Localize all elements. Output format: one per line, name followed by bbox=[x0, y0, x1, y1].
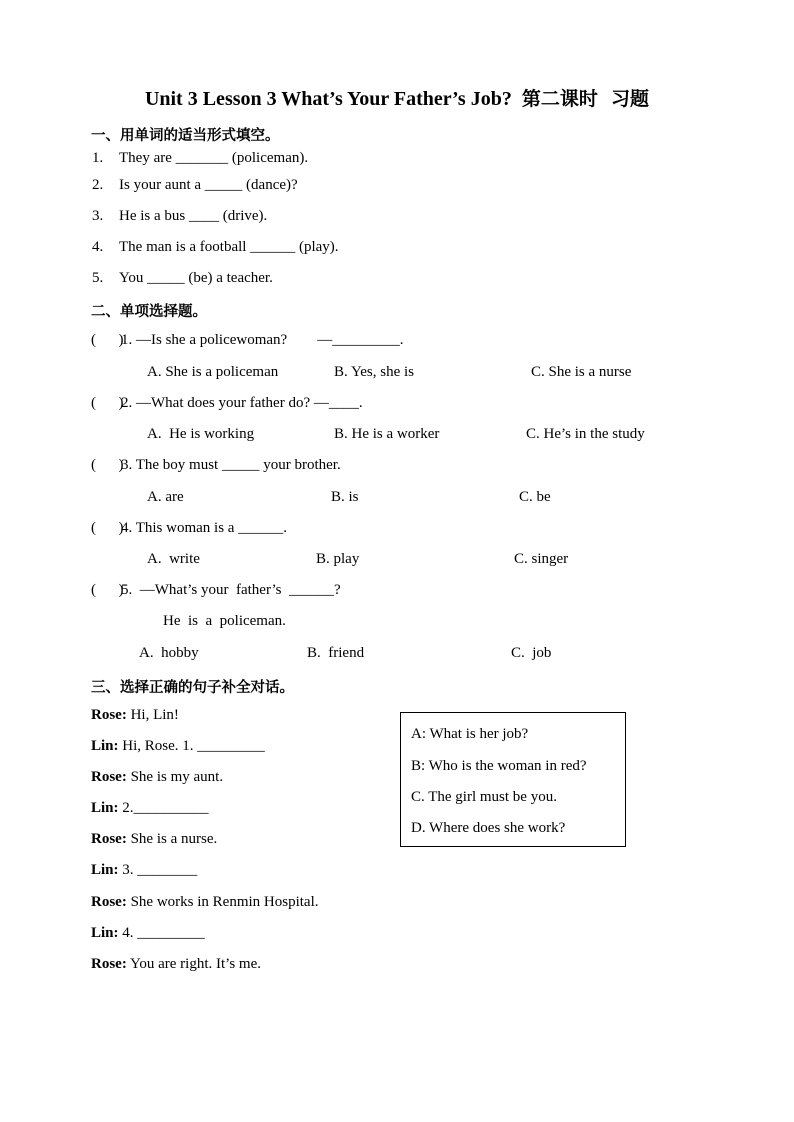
box-option-a: A: What is her job? bbox=[411, 726, 529, 742]
section3-heading: 三、选择正确的句子补全对话。 bbox=[91, 680, 294, 696]
dialogue-line bbox=[91, 956, 261, 973]
dialogue-text: She works in Renmin Hospital. bbox=[126, 894, 319, 910]
item-text: Is your aunt a _____ (dance)? bbox=[119, 177, 298, 193]
item-number: 5. bbox=[92, 270, 104, 286]
dialogue-text: 4. _________ bbox=[118, 925, 205, 941]
section1-heading: 一、用单词的适当形式填空。 bbox=[91, 128, 280, 144]
speaker-name: Rose: bbox=[91, 769, 127, 785]
item-number: 2. bbox=[92, 177, 104, 193]
title-chinese: 第二课时 习题 bbox=[521, 88, 650, 110]
option-a: A. She is a policeman bbox=[147, 364, 279, 380]
item-text: They are _______ (policeman). bbox=[119, 150, 309, 166]
dialogue-line bbox=[91, 738, 265, 755]
question-text: 4. This woman is a ______. bbox=[121, 520, 287, 536]
page-title bbox=[0, 84, 794, 111]
item-number: 3. bbox=[92, 208, 104, 224]
options-box bbox=[400, 712, 626, 847]
speaker-name: Lin: bbox=[91, 925, 119, 941]
option-c: C. singer bbox=[514, 551, 569, 567]
dialogue-text: Hi, Rose. 1. _________ bbox=[118, 738, 265, 754]
speaker-name: Lin: bbox=[91, 862, 119, 878]
option-a: A. write bbox=[147, 551, 200, 567]
item-number: 4. bbox=[92, 239, 104, 255]
dialogue-line bbox=[91, 707, 179, 724]
question-text: 2. —What does your father do? —____. bbox=[121, 395, 363, 411]
question-text: 3. The boy must _____ your brother. bbox=[121, 457, 341, 473]
question-response: He is a policeman. bbox=[163, 613, 286, 629]
option-b: B. He is a worker bbox=[334, 426, 440, 442]
option-b: B. is bbox=[331, 489, 359, 505]
answer-blank: ( ) bbox=[91, 332, 124, 348]
dialogue-text: Hi, Lin! bbox=[126, 707, 179, 723]
box-option-b: B: Who is the woman in red? bbox=[411, 758, 587, 774]
dialogue-text: She is a nurse. bbox=[126, 831, 218, 847]
option-a: A. are bbox=[147, 489, 184, 505]
dialogue-text: 2.__________ bbox=[118, 800, 209, 816]
speaker-name: Lin: bbox=[91, 738, 119, 754]
speaker-name: Rose: bbox=[91, 831, 127, 847]
question-text: 1. —Is she a policewoman? —_________. bbox=[121, 332, 404, 348]
option-a: A. He is working bbox=[147, 426, 255, 442]
answer-blank: ( ) bbox=[91, 520, 124, 536]
option-c: C. be bbox=[519, 489, 551, 505]
dialogue-text: She is my aunt. bbox=[126, 769, 224, 785]
item-text: You _____ (be) a teacher. bbox=[119, 270, 273, 286]
item-text: He is a bus ____ (drive). bbox=[119, 208, 268, 224]
dialogue-line bbox=[91, 925, 205, 942]
dialogue-line bbox=[91, 862, 197, 879]
dialogue-line bbox=[91, 769, 223, 786]
speaker-name: Rose: bbox=[91, 707, 127, 723]
option-c: C. He’s in the study bbox=[526, 426, 645, 442]
option-a: A. hobby bbox=[139, 645, 199, 661]
option-b: B. friend bbox=[307, 645, 365, 661]
dialogue-line bbox=[91, 894, 319, 911]
option-c: C. She is a nurse bbox=[531, 364, 632, 380]
box-option-c: C. The girl must be you. bbox=[411, 789, 557, 805]
question-text: 5. —What’s your father’s ______? bbox=[121, 582, 341, 598]
title-english: Unit 3 Lesson 3 What’s Your Father’s Job? bbox=[144, 88, 512, 110]
option-c: C. job bbox=[511, 645, 552, 661]
dialogue-line bbox=[91, 800, 209, 817]
dialogue-text: 3. ________ bbox=[118, 862, 198, 878]
box-option-d: D. Where does she work? bbox=[411, 820, 566, 836]
speaker-name: Rose: bbox=[91, 894, 127, 910]
option-b: B. Yes, she is bbox=[334, 364, 415, 380]
speaker-name: Rose: bbox=[91, 956, 127, 972]
answer-blank: ( ) bbox=[91, 582, 124, 598]
item-text: The man is a football ______ (play). bbox=[119, 239, 339, 255]
answer-blank: ( ) bbox=[91, 395, 124, 411]
option-b: B. play bbox=[316, 551, 360, 567]
speaker-name: Lin: bbox=[91, 800, 119, 816]
dialogue-line bbox=[91, 831, 217, 848]
dialogue-text: You are right. It’s me. bbox=[126, 956, 261, 972]
item-number: 1. bbox=[92, 150, 104, 166]
answer-blank: ( ) bbox=[91, 457, 124, 473]
section2-heading: 二、单项选择题。 bbox=[91, 304, 207, 320]
